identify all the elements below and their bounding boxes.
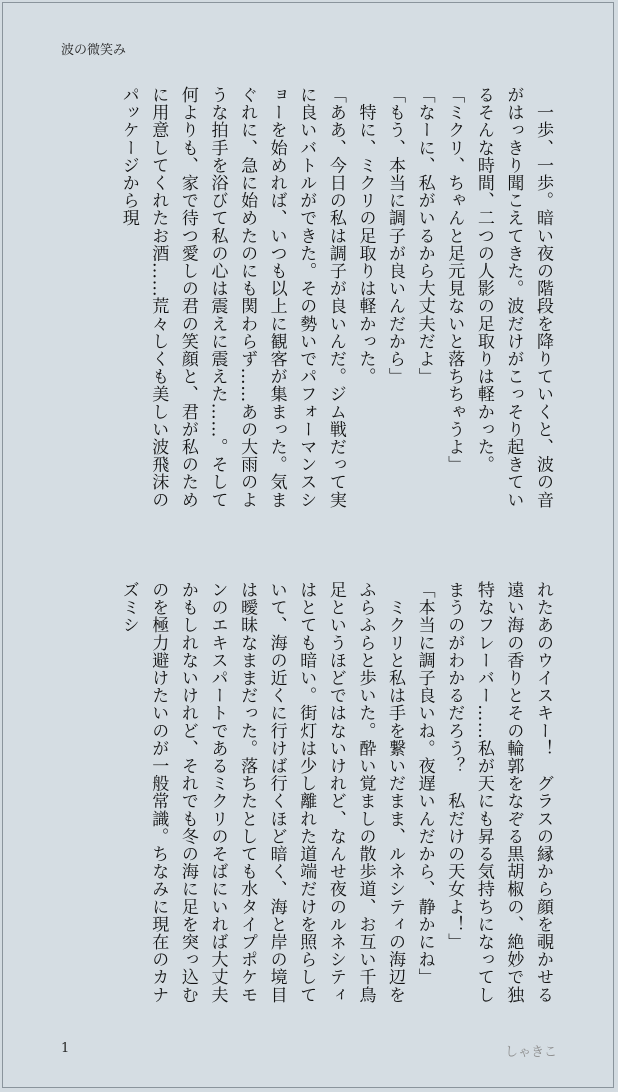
- paragraph: 「ミクリ、ちゃんと足元見ないと落ちちゃうよ」: [444, 86, 465, 474]
- paragraph: 「もう、本当に調子が良いんだから」: [385, 86, 406, 386]
- paragraph: 一歩、一歩。暗い夜の階段を降りていくと、波の音がはっきり聞こえてきた。波だけがこっそり起きているそんな時間、二つの人影の足取りは軽かった。: [473, 86, 553, 509]
- paragraph: 「なーに、私がいるから大丈夫だよ」: [414, 86, 435, 386]
- text-block-bottom: [53, 581, 557, 1018]
- author-name: しゃきこ: [504, 1045, 557, 1060]
- page-number: 1: [61, 1041, 70, 1056]
- page: [2, 2, 614, 1088]
- paragraph: 「ああ、今日の私は調子が良いんだ。ジム戦だって実に良いバトルができた。その勢いでパフォーマンスショーを始めれば、いつも以上に観客が集まった。気まぐれに、急に始めたのにも関わらず……あの大雨のような拍手を浴びて私の心は震えに震えた……。そして何よりも、家で待つ愛しの君の笑顔と、君が私のために用意してくれたお酒……荒々しくも美しい波飛沫のパッケージから現: [118, 86, 346, 509]
- text-block-top: [53, 86, 557, 523]
- paragraph: 「本当に調子良いね。夜遅いんだから、静かにね」: [414, 581, 435, 986]
- header-title: 波の微笑み: [61, 43, 127, 58]
- paragraph: ミクリと私は手を繋いだまま、ルネシティの海辺をふらふらと歩いた。酔い覚ましの散歩道、お互い千鳥足というほどではないけれど、なんせ夜のルネシティはとても暗い。街灯は少し離れた道端だけを照らしていて、海の近くに行けば行くほど暗く、海と岸の境目は曖昧なままだった。落ちたとしても水タイプポケモンのエキスパートであるミクリのそばにいれば大丈夫かもしれないけれど、それでも冬の海に足を突っ込むのを極力避けたいのが一般常識。ちなみに現在のカナズミシ: [118, 581, 406, 1004]
- paragraph: 特に、ミクリの足取りは軽かった。: [355, 86, 376, 386]
- paragraph: れたあのウイスキー！ グラスの縁から顔を覗かせる遠い海の香りとその輪郭をなぞる黒胡椒の、絶妙で独特なフレーバー……私が天にも昇る気持ちになってしまうのがわかるだろう？ 私だけの天女よ！」: [444, 581, 553, 1004]
